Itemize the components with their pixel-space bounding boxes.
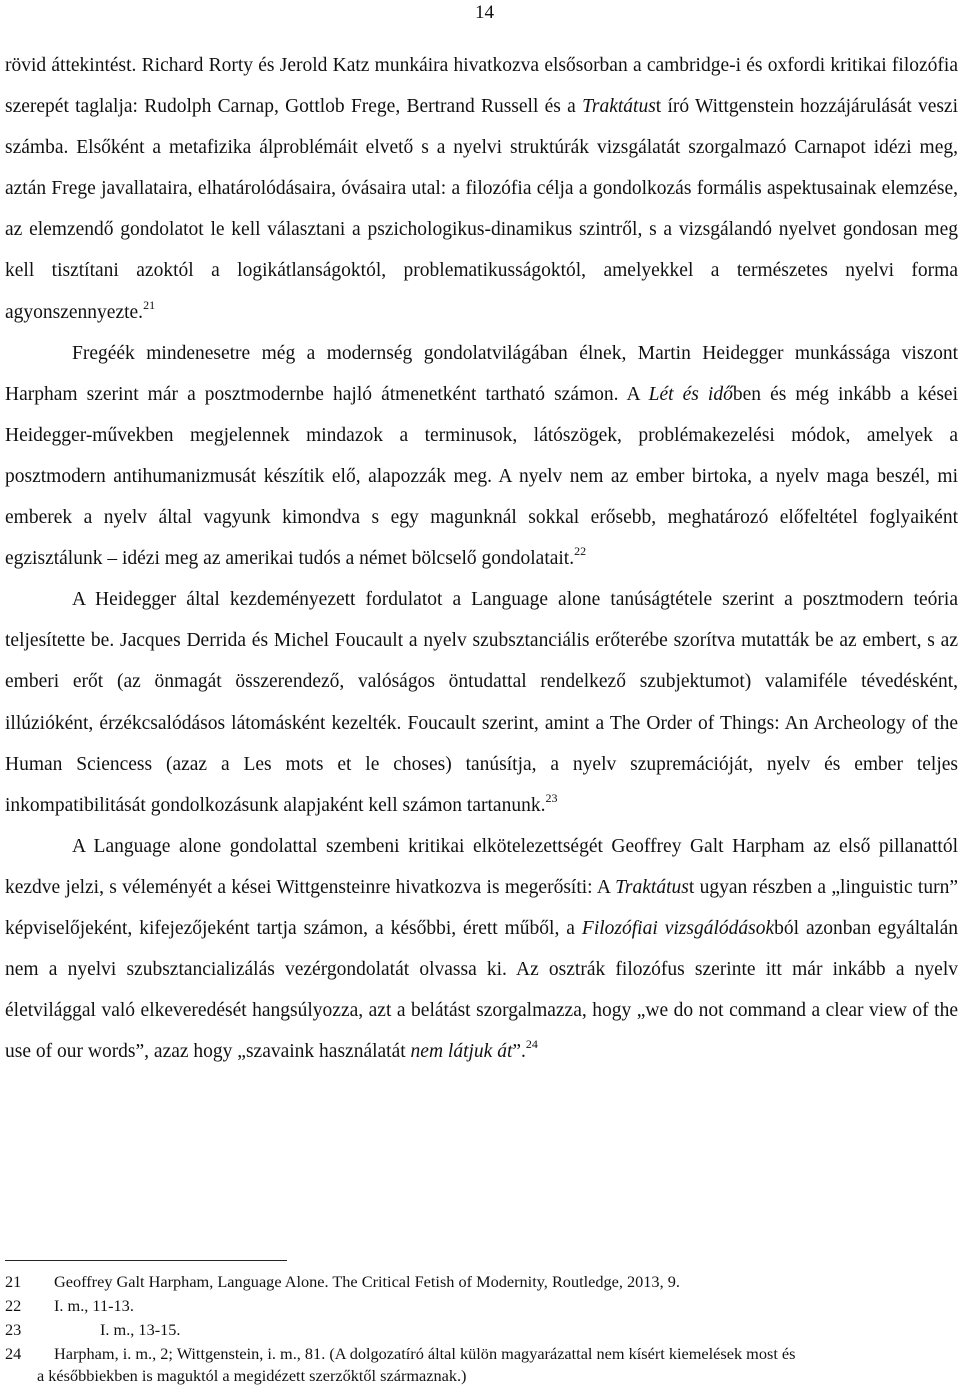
paragraph-text: A Language alone gondolattal szembeni kritikai elkötelezettségét Geoffrey Galt Harpham az első pillanattól kezdve jelzi, s véleményét a kései Wittgensteinre hivatkozva is megerősíti: A [5,835,958,898]
footnote-number: 22 [5,1296,22,1315]
italic-text: Lét és idő [648,383,733,405]
paragraph-text: ”. [512,1041,526,1063]
footnote-reference: 22 [574,544,587,559]
footnote-reference: 24 [525,1037,538,1052]
footnote-continuation: a későbbiekben is maguktól a megidézett szerzőktől származnak.) [37,1366,467,1385]
italic-text: nem látjuk át [410,1041,513,1063]
footnote-text: Harpham, i. m., 2; Wittgenstein, i. m., 81. (A dolgozatíró által külön magyarázattal nem kísért kiemelések most és [54,1344,796,1363]
paragraph-text: Fregéék mindenesetre még a modernség gondolatvilágában élnek, Martin Heidegger munkássága viszont Harpham szerint már a posztmodernbe hajló átmenetként tartható számon. A [5,342,958,405]
paragraph-text: ben és még inkább a kései Heidegger-művekben megjelennek mindazok a terminusok, látószögek, problémakezelési módok, amelyek a posztmodern antihumanizmusát készítik elő, alapozzák meg. A nyelv nem az ember birtoka, a nyelv maga beszél, mi emberek a nyelv által vagyunk kimondva s egy magunknál sokkal erősebb, meghatározó előfeltétel foglyaiként egzisztálunk – idézi meg az amerikai tudós a német bölcselő gondolatait. [5,383,958,570]
footnote [5,1294,958,1318]
footnote-number: 23 [5,1320,22,1339]
footnote [5,1342,958,1366]
footnote-text: Geoffrey Galt Harpham, Language Alone. The Critical Fetish of Modernity, Routledge, 2013, 9. [54,1272,680,1291]
footnote-text: I. m., 11-13. [54,1296,134,1315]
footnote [5,1318,958,1342]
footnote-reference: 21 [143,297,156,312]
footnote-number: 24 [5,1344,22,1363]
footnote-reference: 23 [545,790,558,805]
body-paragraph [5,826,958,1073]
paragraph-text: A Heidegger által kezdeményezett fordulatot a Language alone tanúságtétele szerint a posztmodern teória teljesítette be. Jacques Derrida és Michel Foucault a nyelv szubsztanciális erőterébe szorítva mutatták be az embert, s az emberi erőt (az önmagát összerendező, valóságos öntudattal rendelkező szubjektumot) valamiféle tévedésként, illúzióként, érzékcsalódásos látomásként kezelték. Foucault szerint, amint a The Order of Things: An Archeology of the Human Sciencess (azaz a Les mots et le choses) tanúsítja, a nyelv szupremációját, nyelv és ember teljes inkompatibilitását gondolkozásunk alapjaként kell számon tartanunk. [5,589,958,816]
body-paragraph [5,333,958,580]
footnote [5,1270,958,1294]
body-paragraph [5,45,958,333]
italic-text: Traktátus [582,96,656,118]
paragraph-text: t ugyan részben a „linguistic turn” képviselőjeként, kifejezőjeként tartja számon, a későbbi, érett műből, a [5,876,958,939]
body-text [5,45,958,1072]
italic-text: Filozófiai vizsgálódások [581,917,775,939]
footnote-text: I. m., 13-15. [100,1320,181,1339]
page-number: 14 [475,2,494,23]
paragraph-text: ból azonban egyáltalán nem a nyelvi szubsztancializálás vezérgondolatát olvassa ki. Az osztrák filozófus szerinte itt már inkább a nyelv életvilággal való elkeveredését hangsúlyozza, azt a belátást szorgalmazza, hogy „we do not command a clear view of the use of our words”, azaz hogy „szavaink használatát [5,917,959,1063]
paragraph-text: t író Wittgenstein hozzájárulását veszi számba. Elsőként a metafizika álproblémáit elvető s a nyelvi struktúrák vizsgálatát szorgalmazó Carnapot idézi meg, aztán Frege javallataira, elhatárolódásaira, óvásaira utal: a filozófia célja a gondolkozás formális aspektusainak elemzése, az elemzendő gondolatot le kell választani a pszichologikus-dinamikus szintről, s a vizsgálandó nyelvet gondosan meg kell tisztítani azoktól a logikátlanságoktól, problematikusságoktól, amelyekkel a természetes nyelvi forma agyonszennyezte. [5,96,959,323]
footnotes [5,1270,958,1388]
footnote-number: 21 [5,1272,22,1291]
footnote-separator [5,1260,287,1261]
italic-text: Traktátus [615,876,689,898]
paragraph-text: rövid áttekintést. Richard Rorty és Jerold Katz munkáira hivatkozva elsősorban a cambridge-i és oxfordi kritikai filozófia szerepét taglalja: Rudolph Carnap, Gottlob Frege, Bertrand Russell és a [5,55,958,118]
body-paragraph [5,579,958,826]
